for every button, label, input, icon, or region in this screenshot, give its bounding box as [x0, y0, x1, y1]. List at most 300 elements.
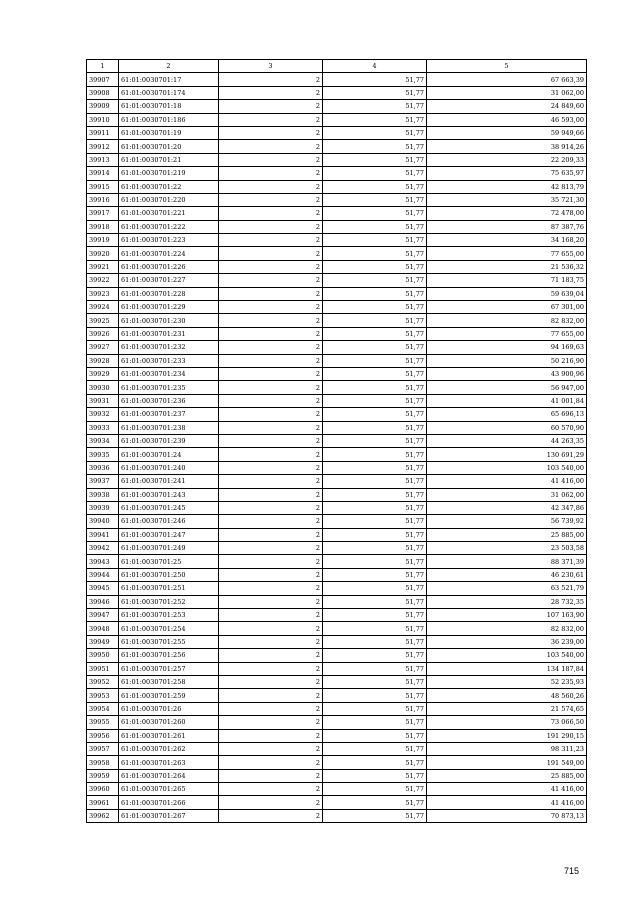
column-header: 4	[323, 60, 427, 73]
table-cell: 51,77	[323, 113, 427, 126]
table-cell: 51,77	[323, 327, 427, 340]
table-cell: 61:01:0030701:221	[119, 207, 219, 220]
table-cell: 2	[219, 381, 323, 394]
table-cell: 61:01:0030701:256	[119, 649, 219, 662]
table-cell: 51,77	[323, 167, 427, 180]
table-cell: 2	[219, 595, 323, 608]
table-cell: 39962	[87, 809, 119, 822]
table-cell: 61:01:0030701:249	[119, 542, 219, 555]
table-cell: 51,77	[323, 73, 427, 86]
table-row	[87, 809, 587, 822]
table-cell: 61:01:0030701:263	[119, 756, 219, 769]
table-cell: 73 066,50	[427, 716, 587, 729]
page-number: 715	[564, 866, 580, 876]
table-cell: 61:01:0030701:258	[119, 675, 219, 688]
table-cell: 61:01:0030701:243	[119, 488, 219, 501]
table-cell: 61:01:0030701:265	[119, 783, 219, 796]
table-cell: 2	[219, 582, 323, 595]
table-cell: 39951	[87, 662, 119, 675]
table-cell: 2	[219, 448, 323, 461]
table-cell: 39909	[87, 100, 119, 113]
table-cell: 51,77	[323, 501, 427, 514]
table-cell: 51,77	[323, 555, 427, 568]
table-cell: 61:01:0030701:240	[119, 461, 219, 474]
table-cell: 39918	[87, 220, 119, 233]
table-cell: 39924	[87, 301, 119, 314]
table-cell: 2	[219, 568, 323, 581]
column-header: 3	[219, 60, 323, 73]
table-cell: 34 168,20	[427, 234, 587, 247]
table-cell: 51,77	[323, 180, 427, 193]
table-cell: 2	[219, 555, 323, 568]
table-cell: 61:01:0030701:245	[119, 501, 219, 514]
table-cell: 61:01:0030701:262	[119, 742, 219, 755]
table-row	[87, 796, 587, 809]
table-cell: 51,77	[323, 515, 427, 528]
table-cell: 51,77	[323, 193, 427, 206]
table-cell: 2	[219, 662, 323, 675]
table-cell: 2	[219, 421, 323, 434]
table-cell: 48 560,26	[427, 689, 587, 702]
table-cell: 51,77	[323, 582, 427, 595]
table-row	[87, 716, 587, 729]
table-row	[87, 260, 587, 273]
table-cell: 39952	[87, 675, 119, 688]
table-cell: 39932	[87, 408, 119, 421]
table-cell: 2	[219, 354, 323, 367]
table-cell: 2	[219, 729, 323, 742]
table-cell: 61:01:0030701:227	[119, 274, 219, 287]
table-cell: 61:01:0030701:234	[119, 367, 219, 380]
table-cell: 51,77	[323, 274, 427, 287]
table-row	[87, 742, 587, 755]
table-row	[87, 327, 587, 340]
table-row	[87, 341, 587, 354]
table-cell: 61:01:0030701:255	[119, 635, 219, 648]
table-row	[87, 729, 587, 742]
table-cell: 51,77	[323, 756, 427, 769]
table-row	[87, 542, 587, 555]
table-cell: 71 183,75	[427, 274, 587, 287]
table-cell: 60 570,90	[427, 421, 587, 434]
table-cell: 39950	[87, 649, 119, 662]
table-cell: 41 416,00	[427, 783, 587, 796]
table-cell: 39937	[87, 475, 119, 488]
table-cell: 51,77	[323, 635, 427, 648]
table-cell: 2	[219, 689, 323, 702]
table-cell: 51,77	[323, 742, 427, 755]
table-cell: 61:01:0030701:267	[119, 809, 219, 822]
table-cell: 61:01:0030701:266	[119, 796, 219, 809]
table-cell: 77 655,00	[427, 327, 587, 340]
table-cell: 61:01:0030701:246	[119, 515, 219, 528]
table-cell: 61:01:0030701:252	[119, 595, 219, 608]
table-cell: 2	[219, 475, 323, 488]
table-row	[87, 568, 587, 581]
table-cell: 51,77	[323, 314, 427, 327]
table-cell: 61:01:0030701:230	[119, 314, 219, 327]
table-row	[87, 769, 587, 782]
table-cell: 2	[219, 716, 323, 729]
table-cell: 191 549,00	[427, 756, 587, 769]
table-row	[87, 675, 587, 688]
table-cell: 52 235,93	[427, 675, 587, 688]
table-cell: 39959	[87, 769, 119, 782]
table-cell: 61:01:0030701:228	[119, 287, 219, 300]
table-cell: 88 371,39	[427, 555, 587, 568]
table-cell: 56 739,92	[427, 515, 587, 528]
table-row	[87, 635, 587, 648]
table-cell: 21 574,65	[427, 702, 587, 715]
table-cell: 61:01:0030701:186	[119, 113, 219, 126]
table-cell: 82 832,00	[427, 314, 587, 327]
table-cell: 103 540,00	[427, 649, 587, 662]
table-cell: 2	[219, 314, 323, 327]
table-cell: 39923	[87, 287, 119, 300]
table-cell: 61:01:0030701:233	[119, 354, 219, 367]
table-cell: 50 216,90	[427, 354, 587, 367]
table-row	[87, 421, 587, 434]
table-cell: 39938	[87, 488, 119, 501]
table-cell: 24 849,60	[427, 100, 587, 113]
table-cell: 2	[219, 809, 323, 822]
table-cell: 51,77	[323, 609, 427, 622]
table-cell: 39916	[87, 193, 119, 206]
table-cell: 59 639,04	[427, 287, 587, 300]
table-cell: 46 593,00	[427, 113, 587, 126]
table-cell: 65 696,13	[427, 408, 587, 421]
table-row	[87, 756, 587, 769]
table-cell: 51,77	[323, 783, 427, 796]
table-cell: 39912	[87, 140, 119, 153]
table-cell: 51,77	[323, 153, 427, 166]
table-row	[87, 662, 587, 675]
table-cell: 51,77	[323, 354, 427, 367]
table-cell: 61:01:0030701:251	[119, 582, 219, 595]
table-cell: 87 387,76	[427, 220, 587, 233]
table-cell: 61:01:0030701:236	[119, 394, 219, 407]
table-cell: 39925	[87, 314, 119, 327]
table-cell: 2	[219, 609, 323, 622]
table-row	[87, 381, 587, 394]
table-cell: 2	[219, 769, 323, 782]
table-row	[87, 180, 587, 193]
table-cell: 51,77	[323, 341, 427, 354]
table-cell: 39913	[87, 153, 119, 166]
table-cell: 61:01:0030701:219	[119, 167, 219, 180]
table-cell: 2	[219, 434, 323, 447]
table-cell: 51,77	[323, 769, 427, 782]
table-cell: 51,77	[323, 247, 427, 260]
table-cell: 61:01:0030701:19	[119, 126, 219, 139]
table-cell: 2	[219, 742, 323, 755]
table-cell: 2	[219, 327, 323, 340]
table-cell: 61:01:0030701:253	[119, 609, 219, 622]
table-cell: 39931	[87, 394, 119, 407]
table-cell: 61:01:0030701:264	[119, 769, 219, 782]
table-cell: 42 347,86	[427, 501, 587, 514]
table-cell: 39940	[87, 515, 119, 528]
table-row	[87, 73, 587, 86]
table-cell: 39936	[87, 461, 119, 474]
table-cell: 61:01:0030701:17	[119, 73, 219, 86]
table-cell: 61:01:0030701:223	[119, 234, 219, 247]
table-cell: 2	[219, 756, 323, 769]
table-cell: 31 062,00	[427, 488, 587, 501]
table-row	[87, 555, 587, 568]
table-row	[87, 649, 587, 662]
table-row	[87, 140, 587, 153]
table-cell: 67 663,39	[427, 73, 587, 86]
table-cell: 51,77	[323, 461, 427, 474]
table-cell: 28 732,35	[427, 595, 587, 608]
table-cell: 51,77	[323, 702, 427, 715]
column-header: 2	[119, 60, 219, 73]
table-cell: 61:01:0030701:20	[119, 140, 219, 153]
table-body	[87, 73, 587, 823]
table-row	[87, 314, 587, 327]
table-cell: 94 169,63	[427, 341, 587, 354]
table-cell: 51,77	[323, 796, 427, 809]
table-cell: 2	[219, 783, 323, 796]
table-cell: 39961	[87, 796, 119, 809]
table-cell: 61:01:0030701:174	[119, 86, 219, 99]
table-cell: 51,77	[323, 568, 427, 581]
table-cell: 75 635,97	[427, 167, 587, 180]
table-cell: 25 885,00	[427, 769, 587, 782]
table-cell: 39921	[87, 260, 119, 273]
table-cell: 51,77	[323, 689, 427, 702]
table-cell: 51,77	[323, 716, 427, 729]
table-cell: 39911	[87, 126, 119, 139]
table-cell: 61:01:0030701:261	[119, 729, 219, 742]
table-cell: 39915	[87, 180, 119, 193]
table-cell: 2	[219, 622, 323, 635]
table-cell: 2	[219, 542, 323, 555]
table-cell: 51,77	[323, 421, 427, 434]
table-row	[87, 461, 587, 474]
table-cell: 2	[219, 702, 323, 715]
table-row	[87, 408, 587, 421]
table-cell: 61:01:0030701:239	[119, 434, 219, 447]
table-cell: 2	[219, 461, 323, 474]
table-row	[87, 488, 587, 501]
table-cell: 23 503,58	[427, 542, 587, 555]
table-row	[87, 448, 587, 461]
table-cell: 39944	[87, 568, 119, 581]
table-row	[87, 247, 587, 260]
table-cell: 2	[219, 635, 323, 648]
table-cell: 63 521,79	[427, 582, 587, 595]
table-cell: 2	[219, 649, 323, 662]
table-cell: 39919	[87, 234, 119, 247]
table-row	[87, 501, 587, 514]
table-cell: 41 001,84	[427, 394, 587, 407]
table-cell: 61:01:0030701:229	[119, 301, 219, 314]
table-cell: 61:01:0030701:220	[119, 193, 219, 206]
table-cell: 2	[219, 260, 323, 273]
table-cell: 51,77	[323, 287, 427, 300]
table-cell: 51,77	[323, 475, 427, 488]
table-cell: 39920	[87, 247, 119, 260]
table-cell: 39949	[87, 635, 119, 648]
table-cell: 2	[219, 113, 323, 126]
table-cell: 130 691,29	[427, 448, 587, 461]
table-cell: 61:01:0030701:226	[119, 260, 219, 273]
table-cell: 61:01:0030701:231	[119, 327, 219, 340]
table-cell: 51,77	[323, 220, 427, 233]
table-cell: 39939	[87, 501, 119, 514]
table-cell: 31 062,00	[427, 86, 587, 99]
table-cell: 51,77	[323, 434, 427, 447]
table-cell: 39935	[87, 448, 119, 461]
table-cell: 2	[219, 501, 323, 514]
table-cell: 39929	[87, 367, 119, 380]
table-cell: 98 311,23	[427, 742, 587, 755]
table-cell: 39957	[87, 742, 119, 755]
table-cell: 51,77	[323, 662, 427, 675]
table-cell: 39933	[87, 421, 119, 434]
table-cell: 39922	[87, 274, 119, 287]
table-cell: 70 873,13	[427, 809, 587, 822]
table-cell: 2	[219, 100, 323, 113]
table-cell: 35 721,30	[427, 193, 587, 206]
table-cell: 77 655,00	[427, 247, 587, 260]
table-cell: 2	[219, 73, 323, 86]
table-cell: 2	[219, 675, 323, 688]
table-cell: 39955	[87, 716, 119, 729]
table-cell: 61:01:0030701:257	[119, 662, 219, 675]
table-cell: 51,77	[323, 622, 427, 635]
table-cell: 2	[219, 796, 323, 809]
table-row	[87, 582, 587, 595]
table-cell: 41 416,00	[427, 475, 587, 488]
table-cell: 61:01:0030701:241	[119, 475, 219, 488]
table-cell: 2	[219, 341, 323, 354]
table-row	[87, 113, 587, 126]
table-cell: 2	[219, 193, 323, 206]
table-cell: 51,77	[323, 381, 427, 394]
table-cell: 51,77	[323, 234, 427, 247]
table-cell: 51,77	[323, 394, 427, 407]
table-cell: 2	[219, 140, 323, 153]
table-cell: 191 290,15	[427, 729, 587, 742]
table-row	[87, 622, 587, 635]
table-cell: 51,77	[323, 260, 427, 273]
table-cell: 51,77	[323, 126, 427, 139]
table-cell: 51,77	[323, 488, 427, 501]
table-cell: 39907	[87, 73, 119, 86]
table-cell: 39917	[87, 207, 119, 220]
table-cell: 51,77	[323, 809, 427, 822]
table-cell: 51,77	[323, 448, 427, 461]
table-cell: 39934	[87, 434, 119, 447]
table-cell: 2	[219, 274, 323, 287]
table-cell: 51,77	[323, 528, 427, 541]
table-cell: 39928	[87, 354, 119, 367]
table-cell: 39914	[87, 167, 119, 180]
table-cell: 61:01:0030701:254	[119, 622, 219, 635]
table-cell: 39960	[87, 783, 119, 796]
table-cell: 61:01:0030701:238	[119, 421, 219, 434]
table-cell: 61:01:0030701:235	[119, 381, 219, 394]
table-cell: 39941	[87, 528, 119, 541]
column-header: 5	[427, 60, 587, 73]
table-cell: 82 832,00	[427, 622, 587, 635]
table-row	[87, 609, 587, 622]
table-cell: 61:01:0030701:247	[119, 528, 219, 541]
table-row	[87, 475, 587, 488]
table-cell: 2	[219, 408, 323, 421]
table-cell: 61:01:0030701:21	[119, 153, 219, 166]
table-row	[87, 86, 587, 99]
table-cell: 2	[219, 234, 323, 247]
table-cell: 51,77	[323, 675, 427, 688]
table-cell: 2	[219, 301, 323, 314]
table-cell: 2	[219, 528, 323, 541]
table-cell: 39946	[87, 595, 119, 608]
table-cell: 2	[219, 180, 323, 193]
table-cell: 59 949,66	[427, 126, 587, 139]
table-cell: 51,77	[323, 207, 427, 220]
table-row	[87, 153, 587, 166]
table-row	[87, 528, 587, 541]
table-cell: 2	[219, 247, 323, 260]
table-cell: 44 263,35	[427, 434, 587, 447]
table-cell: 134 187,84	[427, 662, 587, 675]
table-cell: 39926	[87, 327, 119, 340]
table-cell: 39945	[87, 582, 119, 595]
table-cell: 2	[219, 153, 323, 166]
table-cell: 39953	[87, 689, 119, 702]
table-cell: 38 914,26	[427, 140, 587, 153]
table-cell: 61:01:0030701:224	[119, 247, 219, 260]
table-cell: 39927	[87, 341, 119, 354]
table-cell: 22 209,33	[427, 153, 587, 166]
table-cell: 61:01:0030701:222	[119, 220, 219, 233]
table-cell: 67 301,00	[427, 301, 587, 314]
table-row	[87, 367, 587, 380]
table-cell: 61:01:0030701:22	[119, 180, 219, 193]
table-cell: 103 540,00	[427, 461, 587, 474]
table-cell: 2	[219, 126, 323, 139]
table-cell: 51,77	[323, 408, 427, 421]
table-cell: 72 478,00	[427, 207, 587, 220]
table-cell: 2	[219, 220, 323, 233]
table-row	[87, 220, 587, 233]
table-cell: 61:01:0030701:237	[119, 408, 219, 421]
table-cell: 51,77	[323, 595, 427, 608]
table-cell: 51,77	[323, 100, 427, 113]
table-cell: 2	[219, 488, 323, 501]
table-cell: 39954	[87, 702, 119, 715]
table-cell: 2	[219, 367, 323, 380]
table-cell: 39943	[87, 555, 119, 568]
table-cell: 42 813,79	[427, 180, 587, 193]
table-cell: 51,77	[323, 301, 427, 314]
table-row	[87, 287, 587, 300]
table-row	[87, 301, 587, 314]
table-row	[87, 595, 587, 608]
table-row	[87, 515, 587, 528]
table-cell: 39956	[87, 729, 119, 742]
table-cell: 39948	[87, 622, 119, 635]
table-row	[87, 783, 587, 796]
table-row	[87, 702, 587, 715]
table-cell: 61:01:0030701:18	[119, 100, 219, 113]
table-cell: 51,77	[323, 140, 427, 153]
table-cell: 21 536,32	[427, 260, 587, 273]
